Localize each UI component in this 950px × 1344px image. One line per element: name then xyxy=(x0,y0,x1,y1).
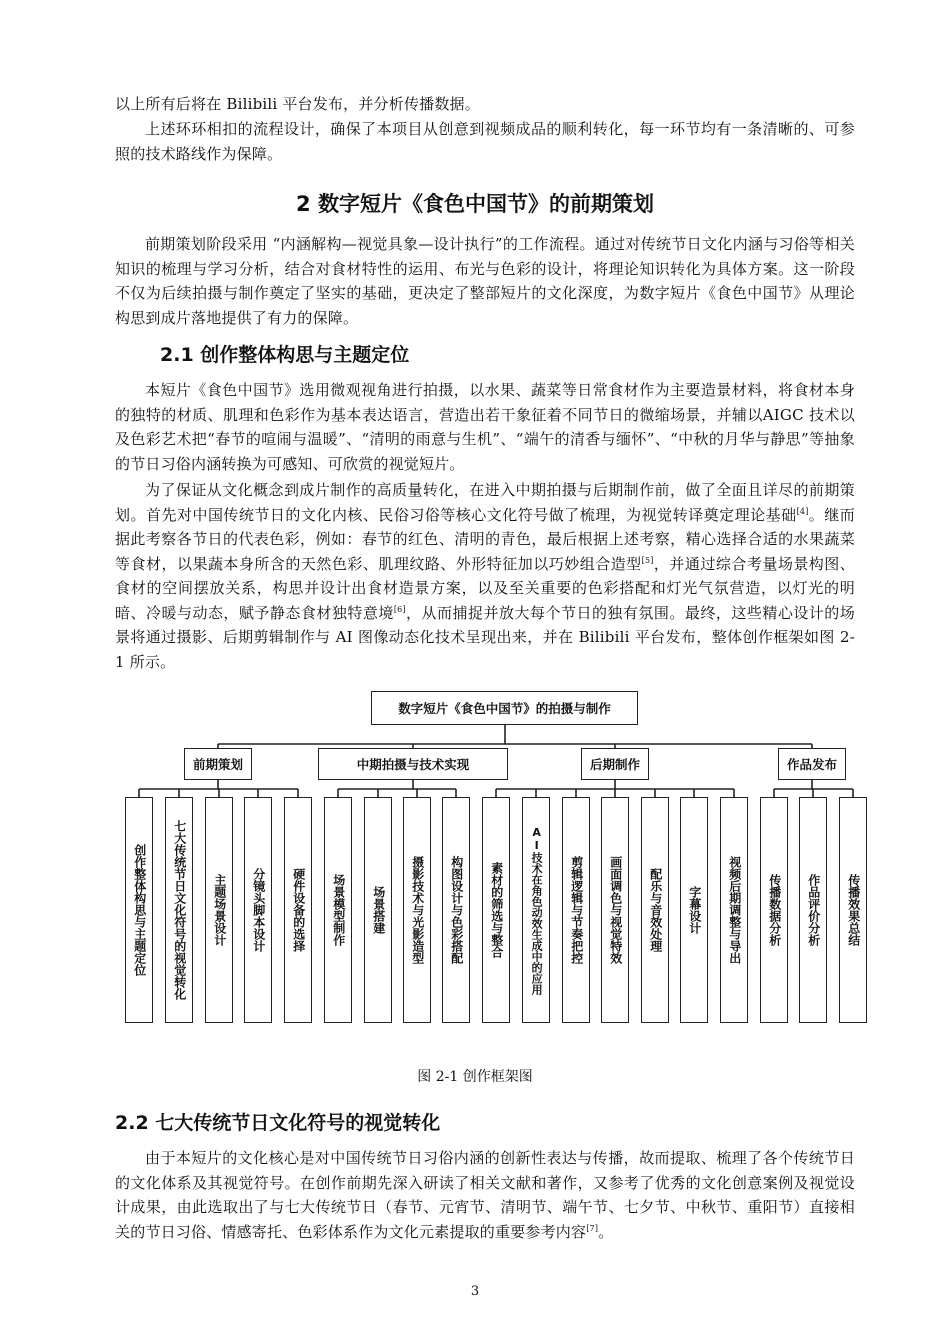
diagram-leaf: 画面调色与视觉特效 xyxy=(601,797,629,1023)
diagram-stage-production: 中期拍摄与技术实现 xyxy=(318,748,508,780)
paragraph-concept: 本短片《食色中国节》选用微观视角进行拍摄，以水果、蔬菜等日常食材作为主要造景材料，将食材本身的独特的材质、肌理和色彩作为基本表达语言，营造出若干象征着不同节日的微缩场景，并辅以AIGC 技术以及色彩艺术把“春节的喧闹与温暖”、“清明的雨意与生机”、“端午的清香与缅怀”、“中秋的月华与静思”等抽象的节日习俗内涵转换为可感知、可欣赏的视觉短片。 xyxy=(115,381,855,473)
paragraph-text: 。 xyxy=(598,1222,614,1241)
paragraph-text: 为了保证从文化概念到成片制作的高质量转化，在进入中期拍摄与后期制作前，做了全面且详尽的前期策划。首先对中国传统节日的文化内核、民俗习俗等核心文化符号做了梳理，为视觉转译奠定理论基础 xyxy=(115,481,855,524)
diagram-leaf: 摄影技术与光影造型 xyxy=(403,797,431,1023)
citation-7: [7] xyxy=(586,1223,599,1233)
subsection-heading-2-1: 2.1 创作整体构思与主题定位 xyxy=(160,344,410,366)
diagram-leaf: 字幕设计 xyxy=(680,797,708,1023)
diagram-leaf: 视频后期调整与导出 xyxy=(720,797,748,1023)
paragraph-planning-detail xyxy=(115,478,855,674)
paragraph-text: 。继而据此考察各节日的代表色彩，例如：春节的红色、清明的青色，最后根据上述考察，精心选择合适的水果蔬菜等食材，以果蔬本身所含的天然色彩、肌理纹路、外形特征加以巧妙组合造型 xyxy=(115,505,855,573)
diagram-leaf: 创作整体构思与主题定位 xyxy=(125,797,153,1023)
diagram-leaf: 场景搭建 xyxy=(364,797,392,1023)
diagram-leaf: 分镜头脚本设计 xyxy=(244,797,272,1023)
subsection-heading-2-2: 2.2 七大传统节日文化符号的视觉转化 xyxy=(115,1112,441,1134)
section-heading-2: 2 数字短片《食色中国节》的前期策划 xyxy=(296,192,654,216)
diagram-leaf: 配乐与音效处理 xyxy=(641,797,669,1023)
diagram-stage-preplanning: 前期策划 xyxy=(184,748,252,780)
diagram-leaf: 作品评价分析 xyxy=(799,797,827,1023)
paragraph-preplanning: 前期策划阶段采用 “内涵解构—视觉具象—设计执行”的工作流程。通过对传统节日文化内涵与习俗等相关知识的梳理与学习分析，结合对食材特性的运用、布光与色彩的设计，将理论知识转化为具体方案。这一阶段不仅为后续拍摄与制作奠定了坚实的基础，更决定了整部短片的文化深度，为数字短片《食色中国节》从理论构思到成片落地提供了有力的保障。 xyxy=(115,235,855,327)
figure-caption: 图 2-1 创作框架图 xyxy=(417,1069,533,1085)
paragraph-text: ，从而捕捉并放大每个节日的独有氛围。最终，这些精心设计的场景将通过摄影、后期剪辑制作与 AI 图像动态化技术呈现出来，并在 Bilibili 平台发布，整体创作框架如图 2-1 所示。 xyxy=(115,603,855,671)
citation-6: [6] xyxy=(393,604,406,614)
page-number: 3 xyxy=(470,1284,480,1299)
citation-4: [4] xyxy=(796,506,809,516)
paragraph-text: 由于本短片的文化核心是对中国传统节日习俗内涵的创新性表达与传播，故而提取、梳理了各个传统节日的文化体系及其视觉符号。在创作前期先深入研读了相关文献和著作，又参考了优秀的文化创意案例及视觉设计成果，由此选取出了与七大传统节日（春节、元宵节、清明节、端午节、七夕节、中秋节、重阳节）直接相关的节日习俗、情感寄托、色彩体系作为文化元素提取的重要参考内容 xyxy=(115,1149,855,1241)
diagram-leaf: 场景模型制作 xyxy=(324,797,352,1023)
diagram-leaf: 传播数据分析 xyxy=(760,797,788,1023)
paragraph-intro-end: 以上所有后将在 Bilibili 平台发布，并分析传播数据。 xyxy=(115,95,480,113)
diagram-leaf: 硬件设备的选择 xyxy=(284,797,312,1023)
diagram-stage-postproduction: 后期制作 xyxy=(581,748,649,780)
citation-5: [5] xyxy=(641,555,654,565)
paragraph-process-summary: 上述环环相扣的流程设计，确保了本项目从创意到视频成品的顺利转化，每一环节均有一条清晰的、可参照的技术路线作为保障。 xyxy=(115,120,855,163)
diagram-leaf: 主题场景设计 xyxy=(205,797,233,1023)
diagram-leaf: AI技术在角色动效生成中的应用 xyxy=(522,797,550,1023)
paragraph-text: ，并通过综合考量场景构图、食材的空间摆放关系，构思并设计出食材造景方案，以及至关重要的色彩搭配和灯光气氛营造，以灯光的明暗、冷暖与动态，赋予静态食材独特意境 xyxy=(115,554,855,622)
diagram-leaf: 素材的筛选与整合 xyxy=(482,797,510,1023)
diagram-stage-release: 作品发布 xyxy=(778,748,846,780)
diagram-leaf: 构图设计与色彩搭配 xyxy=(442,797,470,1023)
diagram-leaf: 剪辑逻辑与节奏把控 xyxy=(562,797,590,1023)
diagram-root-box: 数字短片《食色中国节》的拍摄与制作 xyxy=(371,691,638,725)
diagram-leaf: 传播效果总结 xyxy=(839,797,867,1023)
paragraph-cultural-symbols xyxy=(115,1146,855,1244)
diagram-leaf: 七大传统节日文化符号的视觉转化 xyxy=(165,797,193,1023)
